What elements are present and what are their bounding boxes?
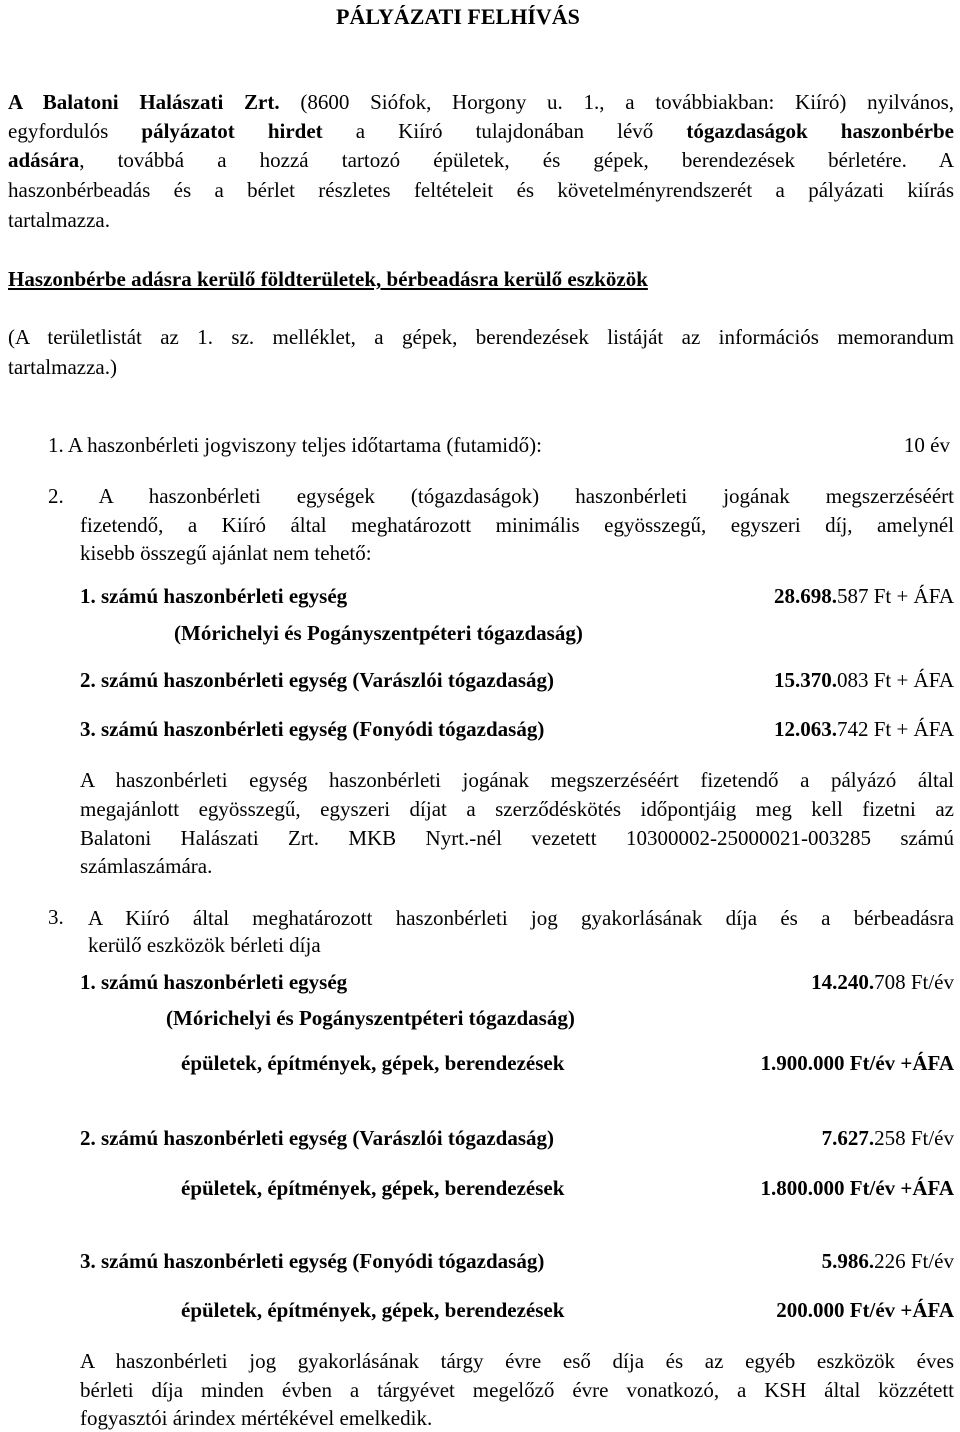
company-address: (8600 Siófok, Horgony u. 1. [279,90,600,114]
payment-line-2: megajánlott egyösszegű, egyszeri díjat a szerződéskötés időpontjáig meg kell fizetni az [80,797,954,821]
item3-number: 3. [48,905,64,929]
unit2-fee-label: 2. számú haszonbérleti egység (Varászlói tógazdaság) [80,668,555,692]
unit3-assets-value: 200.000 Ft/év +ÁFA [776,1298,954,1322]
term-label: 1. A haszonbérleti jogviszony teljes időtartama (futamidő): [48,433,542,457]
intro-line-3: adására, továbbá a hozzá tartozó épületek, és gépek, berendezések bérletére. A [8,148,954,172]
intro-line-4: haszonbérbeadás és a bérlet részletes feltételeit és követelményrendszerét a pályázati kiírás [8,178,954,202]
unit3-rent-value: 5.986.226 Ft/év [821,1249,954,1273]
unit1-rent-sublabel: (Mórichelyi és Pogányszentpéteri tógazdaság) [166,1006,575,1030]
unit2-rent-value: 7.627.258 Ft/év [821,1126,954,1150]
item2-line-3: kisebb összegű ajánlat nem tehető: [80,541,372,565]
unit3-rent-label: 3. számú haszonbérleti egység (Fonyódi tógazdaság) [80,1249,545,1273]
unit3-assets-label: épületek, építmények, gépek, berendezések [181,1298,565,1322]
item2-line-1: 2. A haszonbérleti egységek (tógazdaságok) haszonbérleti jogának megszerzéséért [48,484,954,508]
unit3-fee-label: 3. számú haszonbérleti egység (Fonyódi tógazdaság) [80,717,545,741]
indexation-line-1: A haszonbérleti jog gyakorlásának tárgy évre eső díja és az egyéb eszközök éves [80,1349,954,1373]
company-name: A Balatoni Halászati Zrt. [8,90,280,114]
term-value: 10 év [903,433,950,457]
payment-line-3: Balatoni Halászati Zrt. MKB Nyrt.-nél vezetett 10300002-25000021-003285 számú [80,826,954,850]
unit1-assets-label: épületek, építmények, gépek, berendezések [181,1051,565,1075]
payment-line-4: számlaszámára. [80,854,213,878]
unit1-rent-label: 1. számú haszonbérleti egység [80,970,348,994]
unit3-fee-value: 12.063.742 Ft + ÁFA [773,717,954,741]
item3-line-2: kerülő eszközök bérleti díja [88,933,321,957]
unit1-rent-value: 14.240.708 Ft/év [811,970,954,994]
indexation-line-2: bérleti díja minden évben a tárgyévet megelőző évre vonatkozó, a KSH által közzétett [80,1378,954,1402]
section-heading: Haszonbérbe adásra kerülő földterületek, bérbeadásra kerülő eszközök [8,267,648,291]
item3-line-1: A Kiíró által meghatározott haszonbérleti jog gyakorlásának díja és a bérbeadásra [88,906,954,930]
unit2-fee-value: 15.370.083 Ft + ÁFA [773,668,954,692]
unit1-fee-value: 28.698.587 Ft + ÁFA [773,584,954,608]
unit1-assets-value: 1.900.000 Ft/év +ÁFA [760,1051,954,1075]
item2-line-2: fizetendő, a Kiíró által meghatározott minimális egyösszegű, egyszeri díj, amelynél [80,513,954,537]
intro-line-5: tartalmazza. [8,208,111,232]
unit1-fee-label: 1. számú haszonbérleti egység [80,584,348,608]
note-line-2: tartalmazza.) [8,355,117,379]
intro-line-1: A Balatoni Halászati Zrt. (8600 Siófok, Horgony u. 1., a továbbiakban: Kiíró) nyilvános, [8,90,954,114]
unit2-assets-label: épületek, építmények, gépek, berendezések [181,1176,565,1200]
intro-line-2: egyfordulós pályázatot hirdet a Kiíró tulajdonában lévő tógazdaságok haszonbérbe [8,119,954,143]
unit2-assets-value: 1.800.000 Ft/év +ÁFA [760,1176,954,1200]
note-line-1: (A területlistát az 1. sz. melléklet, a gépek, berendezések listáját az információs memorandum [8,325,954,349]
page-title: PÁLYÁZATI FELHÍVÁS [336,4,580,29]
payment-line-1: A haszonbérleti egység haszonbérleti jogának megszerzéséért fizetendő a pályázó által [80,768,954,792]
unit2-rent-label: 2. számú haszonbérleti egység (Varászlói tógazdaság) [80,1126,555,1150]
unit1-fee-sublabel: (Mórichelyi és Pogányszentpéteri tógazdaság) [174,621,583,645]
indexation-line-3: fogyasztói árindex mértékével emelkedik. [80,1406,433,1430]
